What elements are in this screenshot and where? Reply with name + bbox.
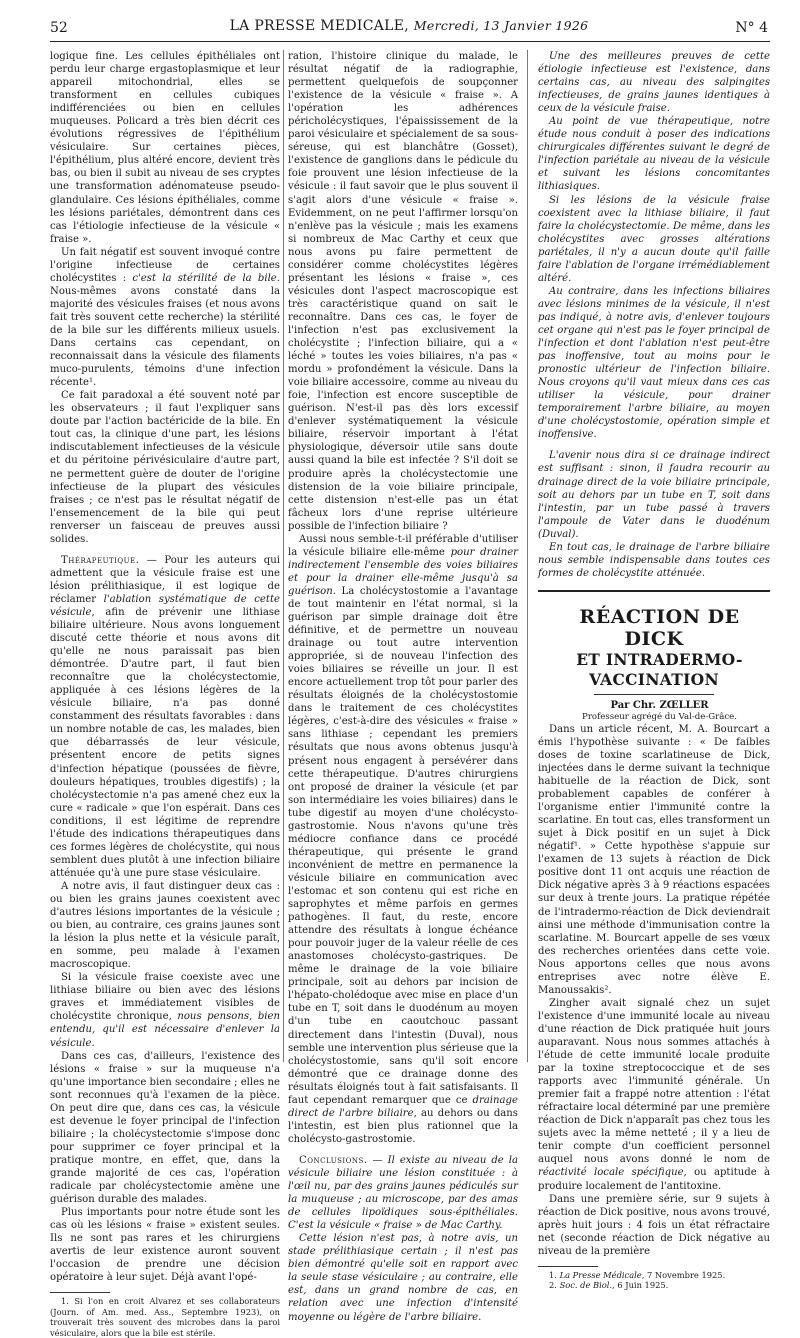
article-subtitle: ET INTRADERMO-VACCINATION bbox=[576, 649, 743, 689]
footnote: 1. Si l'on en croit Alvarez et ses collaborateurs (Journ. of Am. med. Ass., Septembre 1923), on trouverait très souvent des microbes dans la paroi vésiculaire, alors que la bile est stérile. bbox=[50, 1296, 280, 1338]
paragraph bbox=[288, 1154, 518, 1232]
text-run: nous pensons, bien entendu, qu'il est nécessaire d'enlever la vésicule. bbox=[50, 1011, 280, 1049]
text-run: — Pour les auteurs qui admettent que la vésicule fraise est une lésion prélithiasique, il est logique de réclamer bbox=[50, 554, 280, 605]
paragraph bbox=[288, 533, 518, 1146]
footnote bbox=[538, 1280, 770, 1291]
text-run: La Presse Médicale bbox=[559, 1269, 642, 1280]
paragraph: Une des meilleures preuves de cette étiologie infectieuse est l'existence, dans certains cas, au niveau des salpingites infectieuses, de grains jaunes identiques à ceux de la vésicule fraise. bbox=[538, 51, 770, 115]
paragraph: Ce fait paradoxal a été souvent noté par les observateurs ; il faut l'expliquer sans doute par l'action bactéricide de la bile. En tout cas, la clinique d'une part, les lésions indiscutablement infectieuses de la vésicule et du péritoine périvésiculaire d'autre part, ne permettent guère de douter de l'origine infectieuse de la plupart des vésicules fraises ; ce n'est pas le résultat négatif de l'ensemencement de la bile qui peut renverser un faisceau de preuves aussi solides. bbox=[50, 390, 280, 545]
column-left bbox=[50, 50, 280, 1338]
issue-date: Mercredi, 13 Janvier 1926 bbox=[413, 18, 589, 33]
paragraph: Cette lésion n'est pas, à notre avis, un stade prélithiasique certain ; il n'est pas bien démontré qu'elle soit en rapport avec la seule stase vésiculaire ; au contraire, elle est, dans un grand nombre de cas, en relation avec une infection d'intensité moyenne ou légère de l'arbre biliaire. bbox=[288, 1233, 518, 1323]
column-divider bbox=[283, 50, 284, 1062]
text-run: c'est la stérilité de la bile. bbox=[132, 272, 280, 284]
affiliation: Professeur agrégé du Val-de-Grâce. bbox=[582, 711, 737, 722]
column-middle bbox=[288, 50, 518, 1324]
article-separator bbox=[538, 590, 770, 592]
text-run: drainage direct de l'arbre biliaire bbox=[288, 1094, 518, 1119]
text-run: Soc. de Biol. bbox=[559, 1280, 613, 1291]
text-run: , afin de prévenir une lithiase biliaire ultérieure. Nous avons longuement discuté cette théorie et nous avons dit qu'elle ne nous paraissait pas bien démontrée. D'autre part, il faut bien reconnaître que la cholécystectomie, appliquée à ces lésions légères de la vésicule biliaire, n'a pas donné constamment des résultats favorables : dans un nombre notable de cas, les malades, bien que débarrassés de leur vésicule, présentent encore de petits signes d'infection hépatique (poussées de fièvre, douleurs hépatiques, troubles digestifs) ; la cholécystectomie n'a pas amené chez eux la cure « radicale » que l'on espérait. Dans ces conditions, il est légitime de reprendre l'étude des indications thérapeutiques dans ces formes légères de cholécystite, qui nous semblent dues plutôt à une infection biliaire atténuée qu'à une pure stase vésiculaire. bbox=[50, 606, 280, 879]
paragraph: Au contraire, dans les infections biliaires avec lésions minimes de la vésicule, il n'est pas indiqué, à notre avis, d'enlever toujours cet organe qui n'est pas le foyer principal de l'infection et dont l'ablation n'est peut-être pas inoffensive, tout au moins pour le pronostic ultérieur de l'infection biliaire. Nous croyons qu'il vaut mieux dans ces cas utiliser la vésicule, pour drainer temporairement l'arbre biliaire, au moyen d'une cholécystostomie, opération simple et inoffensive. bbox=[538, 285, 770, 441]
column-divider bbox=[527, 50, 528, 1062]
section-heading: Thérapeutique. bbox=[61, 554, 140, 566]
paragraph: ration, l'histoire clinique du malade, le résultat négatif de la radiographie, permettent quelquefois de soupçonner l'existence de la vésicule « fraise ». A l'opération les adhérences péricholécystiques, l'épaississement de la paroi vésiculaire et spécialement de sa sous-séreuse, qui est blanchâtre (Gosset), l'existence de ganglions dans le pédicule du foie prouvent une lésion infectieuse de la vésicule : il faut savoir que le plus souvent il s'agit alors d'une vésicule « fraise ». Evidemment, on ne peut l'affirmer lorsqu'on n'enlève pas la vésicule ; mais les examens si nombreux de Mac Carthy et ceux que nous avons pu faire permettent de considérer comme cholécystites légères présentant les lésions « fraise », ces vésicules dont l'aspect macroscopique est très caractéristique quand on sait le reconnaître. Dans ces cas, le foyer de l'infection n'est pas exclusivement la cholécystite ; l'infection biliaire, qui a « léché » toutes les voies biliaires, n'a pas « mordu » profondément la vésicule. Dans la voie biliaire accessoire, comme au niveau du foie, l'infection est encore susceptible de guérison. N'est-il pas dès lors excessif d'enlever systématiquement la vésicule biliaire, réservoir important à l'état physiologique, déversoir utile sans doute aussi quand la bile est infectée ? S'il doit se produire après la cholécystectomie une distension de la voie biliaire principale, cette distension n'est-elle pas un état fâcheux lors d'une reprise ultérieure possible de l'infection biliaire ? bbox=[288, 51, 518, 532]
paragraph: Dans un article récent, M. A. Bourcart a émis l'hypothèse suivante : « De faibles doses de toxine scarlatineuse de Dick, injectées dans le derme suivant la technique habituelle de la réaction de Dick, sont probablement capables de conférer à l'organisme entier l'immunité contre la scarlatine. En tout cas, elles transforment un sujet à Dick positif en un sujet à Dick négatif¹. » Cette hypothèse s'appuie sur l'examen de 13 sujets à réaction de Dick positive dont 11 ont acquis une réaction de Dick négative après 3 à 9 réactions espacées sur deux à trente jours. La pratique répétée de l'intradermo-réaction de Dick deviendrait ainsi une méthode d'immunisation contre la scarlatine. M. Bourcart appelle de ses vœux des recherches orientées dans cette voie. Nous apportons celles que nous avons entreprises avec notre élève E. Manoussakis². bbox=[538, 723, 770, 996]
journal-name: LA PRESSE MEDICALE, bbox=[229, 18, 410, 34]
running-title bbox=[50, 18, 768, 34]
text-run: La cholécystostomie a l'avantage de tout maintenir en l'état normal, si la guérison par simple drainage doit être définitive, et de permettre un nouveau drainage ou tout autre intervention appropriée, si de nouveau l'infection des voies biliaires se réveille un jour. Il est encore actuellement trop tôt pour parler des résultats éloignés de la cholécystostomie dans le traitement de ces cholécystites légères, c'est-à-dire des vésicules « fraise » sans lithiase ; cependant les premiers résultats que nous avons obtenus jusqu'à présent nous engagent à persévérer dans cette thérapeutique. D'autres chirurgiens ont proposé de drainer la vésicule (et par son intermédiaire les voies biliaires) dans le tube digestif au moyen d'une cholécysto-gastrostomie. Nous n'avons qu'une très médiocre confiance dans ce procédé thérapeutique, qui présente le grand inconvénient de mettre en permanence la vésicule biliaire en communication avec l'estomac et son contenu qui est riche en saprophytes et même parfois en germes pathogènes. Il faut, du reste, encore attendre des résultats à longue échéance pour pouvoir juger de la valeur réelle de ces anastomoses cholécysto-gastriques. De même le drainage de la voie biliaire principale, soit au dehors par incision de l'hépato-cholédoque avec mise en place d'un tube en T, soit dans le duodénum au moyen d'un tube en caoutchouc passant directement dans l'intestin (Duval), nous semble une intervention plus sérieuse que la cholécystostomie, sans qu'il soit encore démontré que ce drainage donne des résultats éloignés tout à fait satisfaisants. Il faut cependant remarquer que ce bbox=[288, 585, 518, 1106]
page-header bbox=[50, 18, 768, 40]
author: Par Chr. ZŒLLER bbox=[610, 699, 709, 711]
paragraph bbox=[538, 997, 770, 1193]
header-rule bbox=[50, 41, 770, 42]
footnote bbox=[538, 1270, 770, 1281]
text-run: — Il existe au niveau de la vésicule biliaire une lésion constituée : à l'œil nu, par des grains jaunes pédiculés sur la muqueuse ; au microscope, par des amas de cellules lipoïdiques sous-épithéliales. C'est la vésicule « fraise » de Mac Carthy. bbox=[288, 1154, 518, 1232]
section-heading: Conclusions. bbox=[299, 1154, 368, 1166]
paragraph: Si les lésions de la vésicule fraise coexistent avec la lithiase biliaire, il faut faire la cholécystectomie. De même, dans les cholécystites avec grosses altérations pariétales, il n'y a aucun doute qu'il faille faire l'ablation de l'organe irrémédiablement altéré. bbox=[538, 194, 770, 284]
text-run: , 7 Novembre 1925. bbox=[641, 1269, 726, 1280]
text-run: , 6 Juin 1925. bbox=[612, 1280, 669, 1291]
paragraph: logique fine. Les cellules épithéliales ont perdu leur charge ergastoplasmique et leur appareil mitochondrial, elles se transforment en cellules cubiques indifférenciées ou bien en cellules muqueuses. Policard a très bien décrit ces évolutions régressives de l'épithélium vésiculaire. Sur certaines pièces, l'épithélium, plus altéré encore, devient très bas, ou bien il subit au niveau de ses cryptes une transformation adénomateuse pseudo-glandulaire. Ces lésions épithéliales, comme les lésions pariétales, démontrent dans ces cas l'étiologie infectieuse de la vésicule « fraise ». bbox=[50, 51, 280, 245]
text-run: , ou aptitude à produire localement de l'antitoxine. bbox=[538, 1167, 770, 1192]
footnote-rule bbox=[50, 1292, 110, 1293]
text-run: 1. bbox=[549, 1269, 560, 1280]
page-number: 52 bbox=[50, 20, 68, 36]
paragraph: Dans une première série, sur 9 sujets à réaction de Dick positive, nous avons trouvé, après huit jours : 4 fois un état réfractaire net (seconde réaction de Dick négative au niveau de la première bbox=[538, 1193, 770, 1257]
text-run: Zingher avait signalé chez un sujet l'existence d'une immunité locale au niveau d'une réaction de Dick pratiquée huit jours auparavant. Nous nous sommes attachés à l'étude de cette immunité locale produite par la toxine streptococcique et de ses rapports avec l'immunité générale. Un premier fait a frappé notre attention : l'état réfractaire local déterminé par une première réaction de Dick n'apparaît pas chez tous les sujets avec la même netteté ; il y a lieu de tenir compte d'un coefficient personnel auquel nous avons donné le nom de bbox=[538, 997, 770, 1166]
article-title: RÉACTION DE DICK bbox=[579, 605, 740, 650]
text-run: Un fait négatif est souvent invoqué contre l'origine infectieuse de certaines cholécystites : bbox=[50, 246, 280, 284]
paragraph: Dans ces cas, d'ailleurs, l'existence des lésions « fraise » sur la muqueuse n'a qu'une importance bien secondaire ; elles ne sont reconnues qu'à l'examen de la pièce. On peut dire que, dans ces cas, la vésicule est devenue le foyer principal de l'infection biliaire ; la cholécystectomie s'impose donc pour supprimer ce foyer principal et la pratique montre, en effet, que, dans la grande majorité de ces cas, l'opération radicale par cholécystectomie amène une guérison durable des malades. bbox=[50, 1050, 280, 1206]
issue-number: N° 4 bbox=[735, 20, 768, 36]
column-right bbox=[538, 50, 770, 1291]
text-run: l'ablation systématique de cette vésicule bbox=[50, 593, 280, 618]
paragraph: Plus importants pour notre étude sont les cas où les lésions « fraise » existent seules. Ils ne sont pas rares et les chirurgiens avertis de leur existence auront souvent l'occasion de prendre une décision opératoire à leur sujet. Déjà avant l'opé- bbox=[50, 1207, 280, 1284]
paragraph bbox=[50, 246, 280, 390]
text-run: 2. bbox=[549, 1280, 560, 1291]
paragraph: A notre avis, il faut distinguer deux cas : ou bien les grains jaunes coexistent avec d'autres lésions importantes de la vésicule ; ou bien, au contraire, ces grains jaunes sont la lésion la plus nette et la vésicule paraît, en somme, peu malade à l'examen macroscopique. bbox=[50, 880, 280, 971]
paragraph: L'avenir nous dira si ce drainage indirect est suffisant : sinon, il faudra recourir au drainage direct de la voie biliaire principale, soit au dehors par un tube en T, soit dans l'intestin, par un tube passé à travers l'ampoule de Vater dans le duodénum (Duval). bbox=[538, 450, 770, 540]
paragraph bbox=[50, 554, 280, 880]
text-run: pour drainer indirectement l'ensemble des voies biliaires et pour la drainer elle-même jusqu'à sa guérison. bbox=[288, 546, 518, 597]
text-run: Aussi nous semble-t-il préférable d'utiliser la vésicule biliaire elle-même bbox=[288, 533, 518, 558]
paragraph: Au point de vue thérapeutique, notre étude nous conduit à poser des indications chirurgicales différentes suivant le degré de l'infection pariétale au niveau de la vésicule et suivant les lésions concomitantes lithiasiques. bbox=[538, 116, 770, 193]
text-run: réactivité locale spécifique bbox=[538, 1167, 684, 1179]
paragraph: En tout cas, le drainage de l'arbre biliaire nous semble indispensable dans toutes ces formes de cholécystite atténuée. bbox=[538, 541, 770, 579]
paragraph bbox=[50, 971, 280, 1049]
text-run: Si la vésicule fraise coexiste avec une lithiase biliaire ou bien avec des lésions graves et immédiatement visibles de cholécystite chronique, bbox=[50, 972, 280, 1023]
text-run: Nous-mêmes avons constaté dans la majorité des vésicules fraises (et nous avons fait très souvent cette recherche) la stérilité de la bile sur les différents milieux usuels. Dans certains cas cependant, on reconnaissait dans la vésicule des filaments muco-purulents, témoins d'une infection récente¹. bbox=[50, 285, 280, 389]
text-run: , au dehors ou dans l'intestin, est bien plus rationnel que la cholécysto-gastrostomie. bbox=[288, 1107, 518, 1145]
title-rule bbox=[594, 694, 714, 695]
footnote-rule bbox=[538, 1266, 598, 1267]
